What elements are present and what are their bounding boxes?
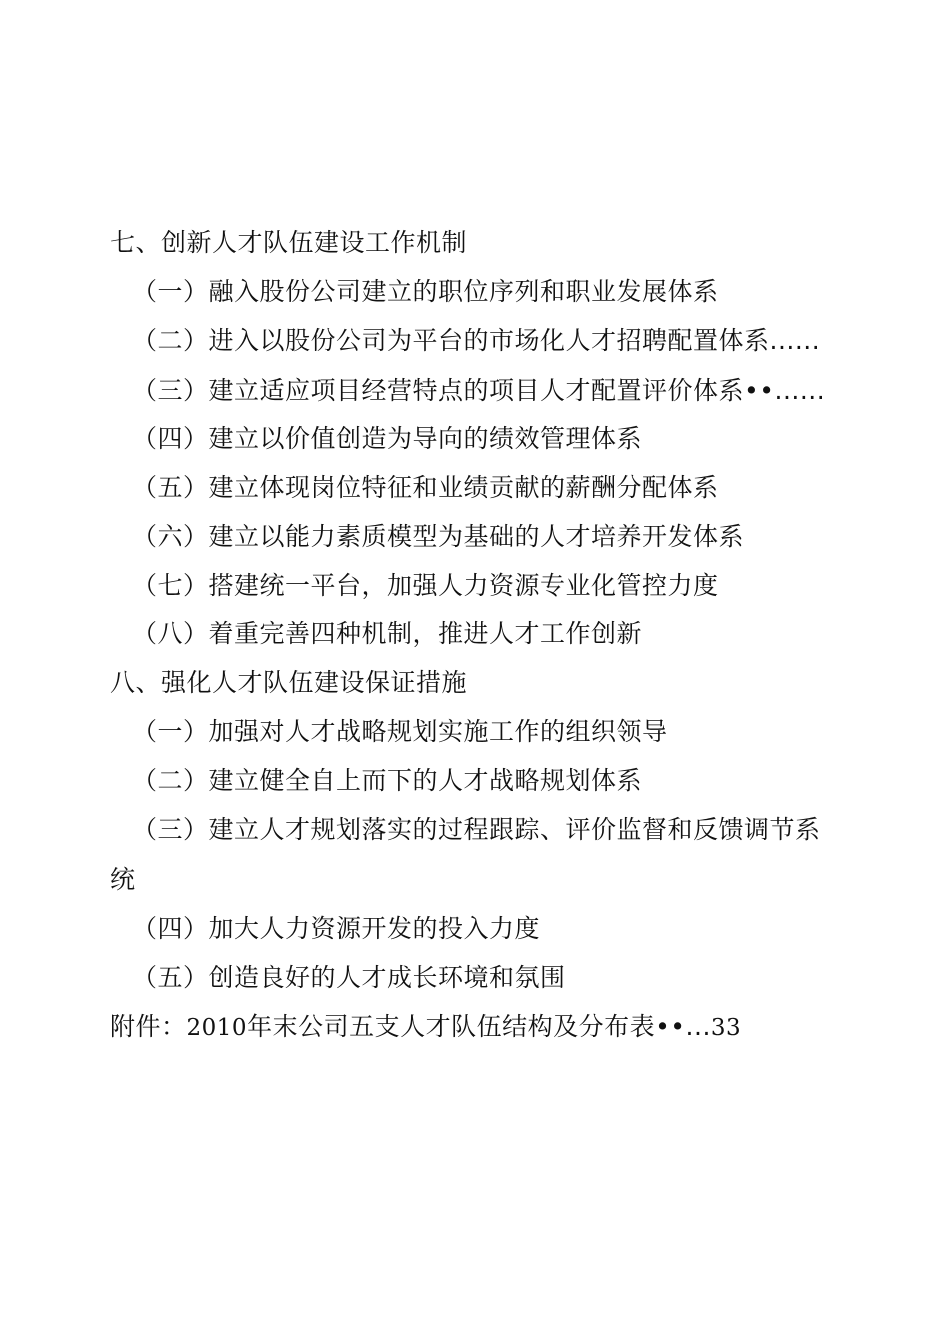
toc-item-7-2[interactable]: （二）进入以股份公司为平台的市场化人才招聘配置体系...... xyxy=(132,326,821,355)
toc-item-8-1[interactable]: （一）加强对人才战略规划实施工作的组织领导 xyxy=(132,717,668,746)
toc-item-7-4[interactable]: （四）建立以价值创造为导向的绩效管理体系 xyxy=(132,424,643,453)
toc-item-8-3[interactable]: （三）建立人才规划落实的过程跟踪、评价监督和反馈调节系 xyxy=(132,815,821,844)
appendix-title: 年末公司五支人才队伍结构及分布表••... xyxy=(247,1012,711,1041)
toc-appendix[interactable] xyxy=(110,1012,741,1043)
toc-item-7-5[interactable]: （五）建立体现岗位特征和业绩贡献的薪酬分配体系 xyxy=(132,473,719,502)
toc-item-7-1[interactable]: （一）融入股份公司建立的职位序列和职业发展体系 xyxy=(132,277,719,306)
toc-section-7[interactable]: 七、创新人才队伍建设工作机制 xyxy=(110,228,468,257)
toc-item-8-2[interactable]: （二）建立健全自上而下的人才战略规划体系 xyxy=(132,766,643,795)
toc-item-8-5[interactable]: （五）创造良好的人才成长环境和氛围 xyxy=(132,963,566,992)
appendix-page-number: 33 xyxy=(710,1015,742,1041)
toc-item-8-4[interactable]: （四）加大人力资源开发的投入力度 xyxy=(132,914,541,943)
toc-item-7-6[interactable]: （六）建立以能力素质模型为基础的人才培养开发体系 xyxy=(132,522,745,551)
toc-section-8[interactable]: 八、强化人才队伍建设保证措施 xyxy=(110,668,468,697)
toc-item-7-8[interactable]: （八）着重完善四种机制，推进人才工作创新 xyxy=(132,619,643,648)
appendix-prefix: 附件： xyxy=(110,1012,187,1041)
appendix-year: 2010 xyxy=(186,1015,248,1041)
toc-item-7-7[interactable]: （七）搭建统一平台，加强人力资源专业化管控力度 xyxy=(132,571,719,600)
toc-item-8-3-continued[interactable]: 统 xyxy=(110,865,136,894)
toc-item-7-3[interactable]: （三）建立适应项目经营特点的项目人才配置评价体系••...... xyxy=(132,376,826,405)
